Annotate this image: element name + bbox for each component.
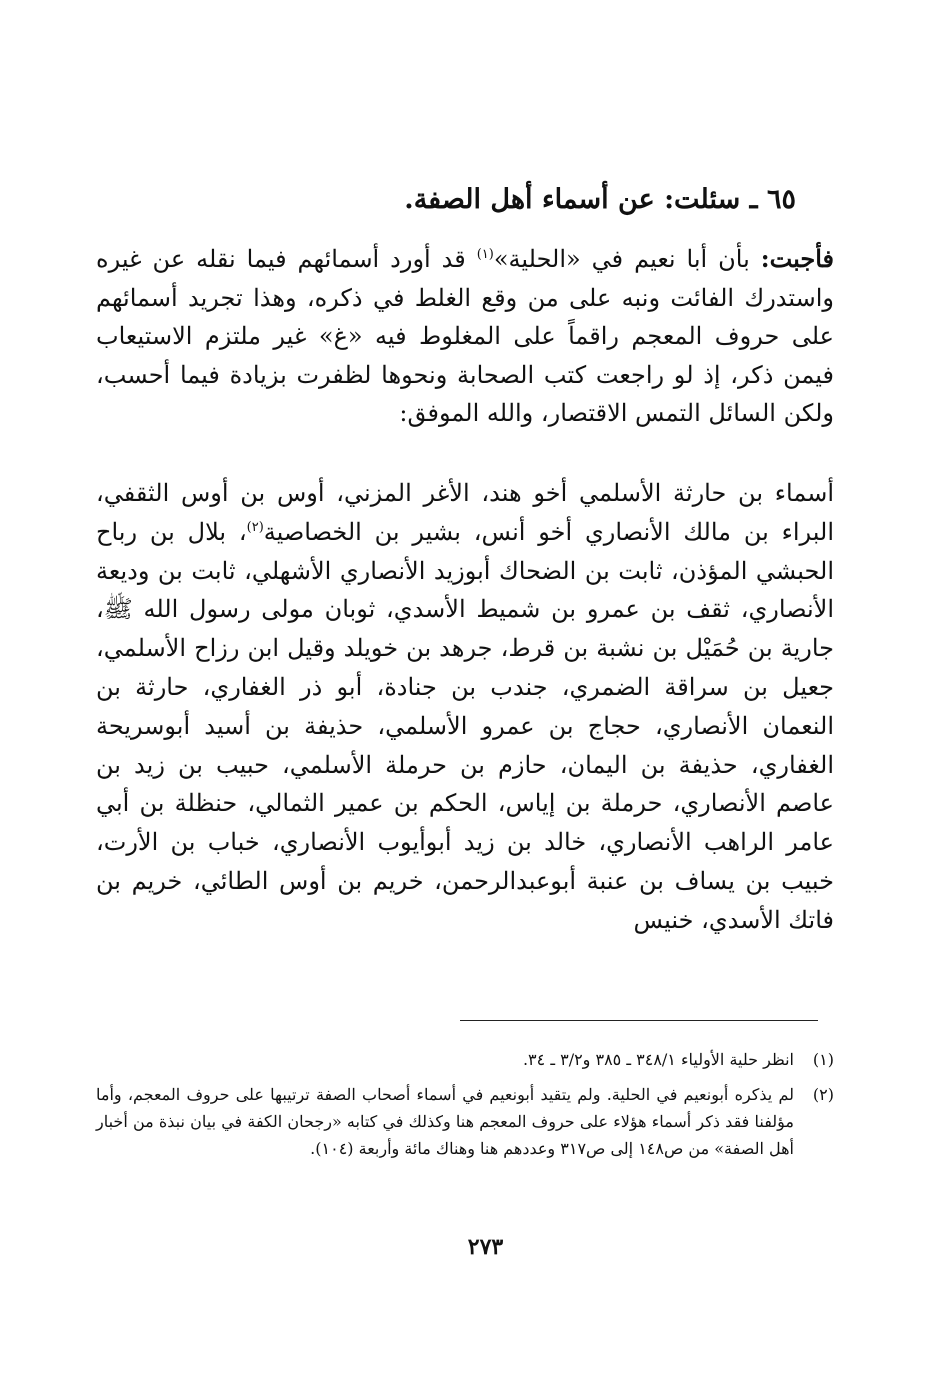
- page-number: ٢٧٣: [467, 1234, 504, 1260]
- footnotes: [96, 1046, 834, 1170]
- footnote-ref-1[interactable]: (١): [476, 247, 494, 262]
- answer-text-start: بأن أبا نعيم في «الحلية»: [493, 245, 761, 273]
- names-text-start: أسماء بن حارثة الأسلمي أخو هند، الأغر المزني، أوس بن أوس الثقفي، البراء بن مالك الأنصاري أخو أنس، بشير بن الخصاصية: [96, 479, 835, 546]
- names-text-rest: ، بلال بن رباح الحبشي المؤذن، ثابت بن الضحاك أبوزيد الأنصاري الأشهلي، ثابت بن وديعة الأنصاري، ثقف بن عمرو بن شميط الأسدي، ثوبان مولى رسول الله ﷺ، جارية بن حُمَيْل بن نشبة بن قرط، جرهد بن خويلد وقيل ابن رزاح الأسلمي، جعيل بن سراقة الضمري، جندب بن جنادة، أبو ذر الغفاري، حارثة بن النعمان الأنصاري، حجاج بن عمرو الأسلمي، حذيفة بن أسيد أبوسريحة الغفاري، حذيفة بن اليمان، حازم بن حرملة الأسلمي، حبيب بن زيد بن عاصم الأنصاري، حرملة بن إياس، الحكم بن عمير الثمالي، حنظلة بن أبي عامر الراهب الأنصاري، خالد بن زيد أبوأيوب الأنصاري، خباب بن الأرت، خبيب بن يساف بن عنبة أبوعبدالرحمن، خريم بن أوس الطائي، خريم بن فاتك الأسدي، خنيس: [96, 517, 834, 934]
- footnote-number: (١): [812, 1050, 834, 1069]
- question-heading: ٦٥ ـ سئلت: عن أسماء أهل الصفة.: [404, 184, 796, 215]
- footnote-text: لم يذكره أبونعيم في الحلية. ولم يتقيد أبونعيم في أسماء أصحاب الصفة ترتيبها على حروف المعجم، وأما مؤلفنا فقد ذكر أسماء هؤلاء على حروف المعجم هنا وكذلك في كتابه «رجحان الكفة في بيان نبذة من أخبار أهل الصفة» من ص١٤٨ إلى ص٣١٧ وعددهم هنا وهناك مائة وأربعة (١٠٤).: [96, 1085, 795, 1158]
- answer-lead: فأجبت:: [760, 244, 835, 273]
- names-paragraph: [96, 474, 834, 940]
- answer-paragraph: [96, 240, 834, 433]
- answer-text-rest: قد أورد أسمائهم فيما نقله عن غيره واستدرك الفائت ونبه على من وقع الغلط في ذكره، وهذا تجريد أسمائهم على حروف المعجم راقماً على المغلوط فيه «غ» غير ملتزم الاستيعاب فيمن ذكر، إذ لو راجعت كتب الصحابة ونحوها لظفرت بزيادة فيما أحسب، ولكن السائل التمس الاقتصار، والله الموفق:: [96, 245, 834, 428]
- footnote-2: [96, 1081, 834, 1162]
- footnote-divider: [460, 1020, 818, 1021]
- footnote-number: (٢): [812, 1085, 834, 1104]
- footnote-ref-2[interactable]: (٢): [246, 519, 264, 535]
- footnote-1: [96, 1046, 834, 1073]
- footnote-text: انظر حلية الأولياء ٣٤٨/١ ـ ٣٨٥ و٣/٢ ـ ٣٤.: [522, 1050, 794, 1069]
